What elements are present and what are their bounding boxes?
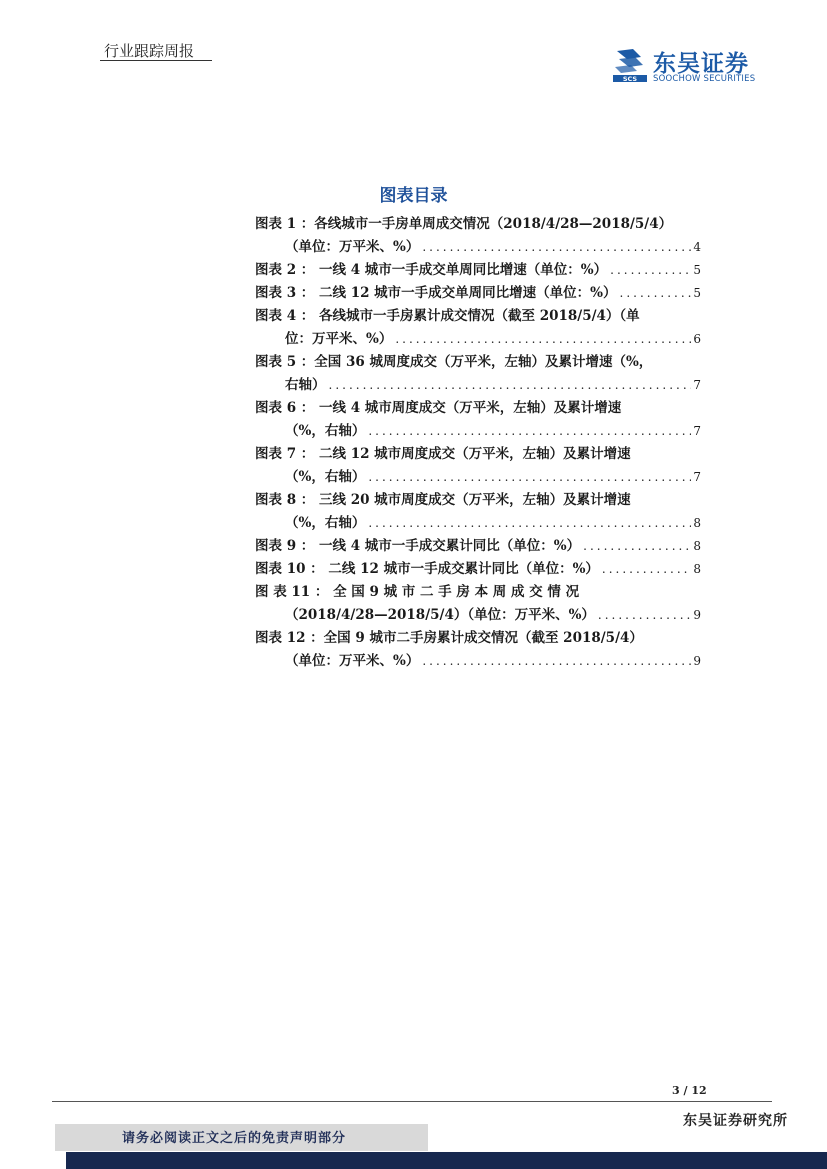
toc-entry-text: 图表 2 ： 一线 4 城市一手成交单周同比增速（单位：%） [255, 262, 608, 278]
toc-entry-7[interactable] [255, 443, 701, 466]
toc-entry-4-continued[interactable] [255, 328, 701, 351]
toc-entry-8-continued[interactable] [255, 512, 701, 535]
toc-entry-2[interactable] [255, 259, 701, 282]
toc-page-number: 8 [693, 516, 701, 530]
toc-leader-dots [365, 420, 691, 443]
logo-english-name: SOOCHOW SECURITIES [653, 74, 756, 84]
toc-entry-text: （%，右轴） [285, 469, 366, 485]
company-logo [613, 47, 783, 87]
toc-entry-text: 图表 7 ： 二线 12 城市周度成交（万平米，左轴）及累计增速 [255, 446, 631, 462]
toc-entry-text: 位：万平米、%） [285, 331, 393, 347]
toc-entry-text: （%，右轴） [285, 423, 366, 439]
toc-entry-text: （%，右轴） [285, 515, 366, 531]
toc-entry-11[interactable] [255, 581, 701, 604]
toc-entry-text: 图表 4 ： 各线城市一手房累计成交情况（截至 2018/5/4）（单 [255, 308, 640, 324]
header-underline [100, 60, 212, 61]
toc-leader-dots [595, 604, 691, 627]
figure-table-of-contents [255, 213, 701, 673]
page-number: 3 / 12 [672, 1084, 707, 1097]
toc-entry-10[interactable] [255, 558, 701, 581]
toc-leader-dots [419, 650, 691, 673]
toc-entry-text: （2018/4/28—2018/5/4）（单位：万平米、%） [285, 607, 595, 623]
toc-leader-dots [580, 535, 691, 558]
toc-entry-12-continued[interactable] [255, 650, 701, 673]
toc-entry-1-continued[interactable] [255, 236, 701, 259]
toc-page-number: 5 [693, 263, 701, 277]
logo-chinese-name: 东吴证券 [653, 51, 749, 77]
toc-entry-8[interactable] [255, 489, 701, 512]
toc-leader-dots [326, 374, 692, 397]
toc-page-number: 4 [693, 240, 701, 254]
toc-heading: 图表目录 [379, 186, 448, 206]
toc-page-number: 8 [693, 562, 701, 576]
toc-page-number: 8 [693, 539, 701, 553]
toc-entry-6-continued[interactable] [255, 420, 701, 443]
toc-entry-5-continued[interactable] [255, 374, 701, 397]
toc-page-number: 7 [693, 378, 701, 392]
disclaimer-notice: 请务必阅读正文之后的免责声明部分 [122, 1131, 347, 1146]
toc-entry-text: 右轴） [285, 377, 326, 393]
report-type-label: 行业跟踪周报 [104, 42, 195, 60]
toc-entry-9[interactable] [255, 535, 701, 558]
toc-entry-text: 图表 3 ： 二线 12 城市一手成交单周同比增速（单位：%） [255, 285, 617, 301]
toc-entry-6[interactable] [255, 397, 701, 420]
toc-leader-dots [419, 236, 691, 259]
toc-page-number: 5 [693, 286, 701, 300]
toc-entry-3[interactable] [255, 282, 701, 305]
toc-page-number: 9 [693, 608, 701, 622]
toc-page-number: 9 [693, 654, 701, 668]
toc-entry-text: 图 表 11 ： 全 国 9 城 市 二 手 房 本 周 成 交 情 况 [255, 584, 580, 600]
toc-page-number: 7 [693, 470, 701, 484]
toc-page-number: 6 [693, 332, 701, 346]
toc-leader-dots [365, 466, 691, 489]
toc-entry-text: 图表 1 ：各线城市一手房单周成交情况（2018/4/28—2018/5/4） [255, 216, 673, 232]
toc-leader-dots [365, 512, 691, 535]
toc-entry-text: 图表 10 ： 二线 12 城市一手成交累计同比（单位：%） [255, 561, 599, 577]
toc-entry-4[interactable] [255, 305, 701, 328]
toc-entry-5[interactable] [255, 351, 701, 374]
toc-page-number: 7 [693, 424, 701, 438]
toc-leader-dots [392, 328, 691, 351]
toc-entry-text: 图表 5 ：全国 36 城周度成交（万平米，左轴）及累计增速（%， [255, 354, 653, 370]
toc-leader-dots [617, 282, 692, 305]
footer-organization: 东吴证券研究所 [683, 1113, 788, 1129]
toc-leader-dots [607, 259, 691, 282]
footer-bar [66, 1152, 827, 1169]
logo-mark-text: SCS [622, 75, 638, 83]
toc-entry-1[interactable] [255, 213, 701, 236]
logo-mark-icon [613, 47, 647, 83]
toc-entry-11-continued[interactable] [255, 604, 701, 627]
toc-entry-text: （单位：万平米、%） [285, 653, 420, 669]
toc-entry-text: 图表 12 ：全国 9 城市二手房累计成交情况（截至 2018/5/4） [255, 630, 643, 646]
toc-entry-text: 图表 6 ： 一线 4 城市周度成交（万平米，左轴）及累计增速 [255, 400, 622, 416]
toc-entry-7-continued[interactable] [255, 466, 701, 489]
toc-entry-text: 图表 8 ： 三线 20 城市周度成交（万平米，左轴）及累计增速 [255, 492, 631, 508]
toc-leader-dots [599, 558, 691, 581]
footer-divider [52, 1101, 772, 1102]
toc-entry-text: （单位：万平米、%） [285, 239, 420, 255]
toc-entry-12[interactable] [255, 627, 701, 650]
toc-entry-text: 图表 9 ： 一线 4 城市一手成交累计同比（单位：%） [255, 538, 581, 554]
